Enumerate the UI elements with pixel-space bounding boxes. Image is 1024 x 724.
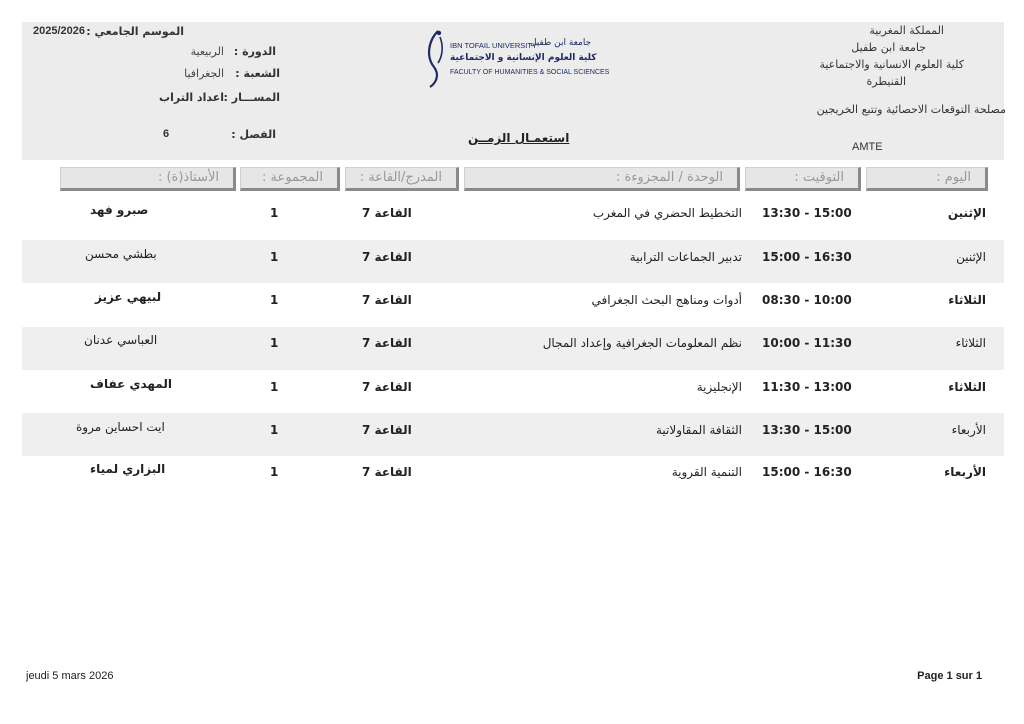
faculty-label: كلية العلوم الانسانية والاجتماعية: [819, 58, 964, 71]
row-2-day: الإثنين: [956, 250, 986, 264]
session-label: الدورة :: [233, 45, 276, 58]
track-value: اعداد التراب: [159, 91, 224, 104]
row-2-room: القاعة 7: [362, 250, 412, 264]
row-7-teacher: البزاري لمياء: [90, 462, 166, 476]
row-6-module: الثقافة المقاولاتية: [655, 423, 742, 437]
row-5-group: 1: [270, 380, 279, 394]
row-1-room: القاعة 7: [362, 206, 412, 220]
row-1-group: 1: [270, 206, 279, 220]
row-7-group: 1: [270, 465, 279, 479]
page-title: استعمـال الزمــن: [468, 131, 570, 145]
university-label: جامعة ابن طفيل: [851, 41, 926, 54]
table-row: [22, 327, 1004, 370]
track-label: المســـار :: [223, 91, 280, 104]
kingdom-label: المملكة المغربية: [869, 24, 944, 37]
row-7-module: التنمية القروية: [671, 465, 742, 479]
row-2-module: تدبير الجماعات الترابية: [629, 250, 742, 264]
column-header-teacher: الأستاذ(ة) :: [60, 167, 236, 191]
logo-ar-line-2: كلية العلوم الإنسانية و الاجتماعية: [450, 53, 597, 63]
row-6-teacher: ايت احساين مروة: [76, 420, 165, 434]
row-6-group: 1: [270, 423, 279, 437]
row-1-teacher: صبرو فهد: [90, 203, 149, 217]
row-1-module: التخطيط الحضري في المغرب: [592, 206, 742, 220]
row-4-teacher: العباسي عدنان: [84, 333, 158, 347]
row-7-time: 15:00 - 16:30: [762, 465, 852, 479]
city-label: القنيطرة: [866, 75, 906, 88]
row-6-time: 13:30 - 15:00: [762, 423, 852, 437]
row-4-group: 1: [270, 336, 279, 350]
footer-date: jeudi 5 mars 2026: [26, 670, 114, 682]
row-3-teacher: لبيهي عزيز: [95, 290, 162, 304]
column-header-time: التوقيت :: [745, 167, 861, 191]
row-5-room: القاعة 7: [362, 380, 412, 394]
row-3-module: أدوات ومناهج البحث الجغرافي: [591, 293, 742, 307]
season-label: الموسم الجامعي :: [86, 25, 184, 38]
row-4-time: 10:00 - 11:30: [762, 336, 852, 350]
service-label: مصلحة التوقعات الاحصائية وتتبع الخريجين: [816, 103, 1006, 116]
row-1-day: الإثنين: [947, 206, 986, 220]
semester-value: 6: [163, 128, 170, 140]
row-7-room: القاعة 7: [362, 465, 412, 479]
row-1-time: 13:30 - 15:00: [762, 206, 852, 220]
row-5-teacher: المهدي عفاف: [90, 377, 172, 391]
branch-value: الجغرافيا: [184, 67, 224, 80]
row-4-module: نظم المعلومات الجغرافية وإعداد المجال: [542, 336, 742, 350]
semester-label: الفصل :: [231, 128, 276, 141]
row-3-room: القاعة 7: [362, 293, 412, 307]
row-7-day: الأربعاء: [944, 465, 986, 479]
row-2-time: 15:00 - 16:30: [762, 250, 852, 264]
table-row: [22, 240, 1004, 283]
branch-label: الشعبة :: [235, 67, 280, 80]
row-3-time: 08:30 - 10:00: [762, 293, 852, 307]
row-6-day: الأربعاء: [951, 423, 986, 437]
university-logo: [420, 27, 610, 91]
row-4-day: الثلاثاء: [955, 336, 986, 350]
table-row: [22, 413, 1004, 456]
row-2-group: 1: [270, 250, 279, 264]
row-6-room: القاعة 7: [362, 423, 412, 437]
column-header-room: المدرج/القاعة :: [345, 167, 459, 191]
logo-en-line-1: IBN TOFAIL UNIVERSITY: [450, 41, 537, 50]
logo-emblem-icon: [420, 27, 450, 91]
row-3-group: 1: [270, 293, 279, 307]
column-header-day: اليوم :: [866, 167, 988, 191]
row-5-module: الإنجليزية: [696, 380, 742, 394]
logo-ar-line-1: جامعة ابن طفيل: [530, 38, 592, 48]
logo-en-line-2: FACULTY OF HUMANITIES & SOCIAL SCIENCES: [450, 69, 610, 76]
row-3-day: الثلاثاء: [948, 293, 986, 307]
row-5-day: الثلاثاء: [948, 380, 986, 394]
row-4-room: القاعة 7: [362, 336, 412, 350]
column-header-group: المجموعة :: [240, 167, 340, 191]
season-value: 2025/2026: [33, 25, 85, 37]
code-label: AMTE: [852, 141, 883, 153]
column-header-module: الوحدة / المجزوءة :: [464, 167, 740, 191]
row-5-time: 11:30 - 13:00: [762, 380, 852, 394]
row-2-teacher: بطشي محسن: [85, 247, 157, 261]
session-value: الربيعية: [190, 45, 224, 58]
footer-page-number: Page 1 sur 1: [917, 670, 982, 682]
